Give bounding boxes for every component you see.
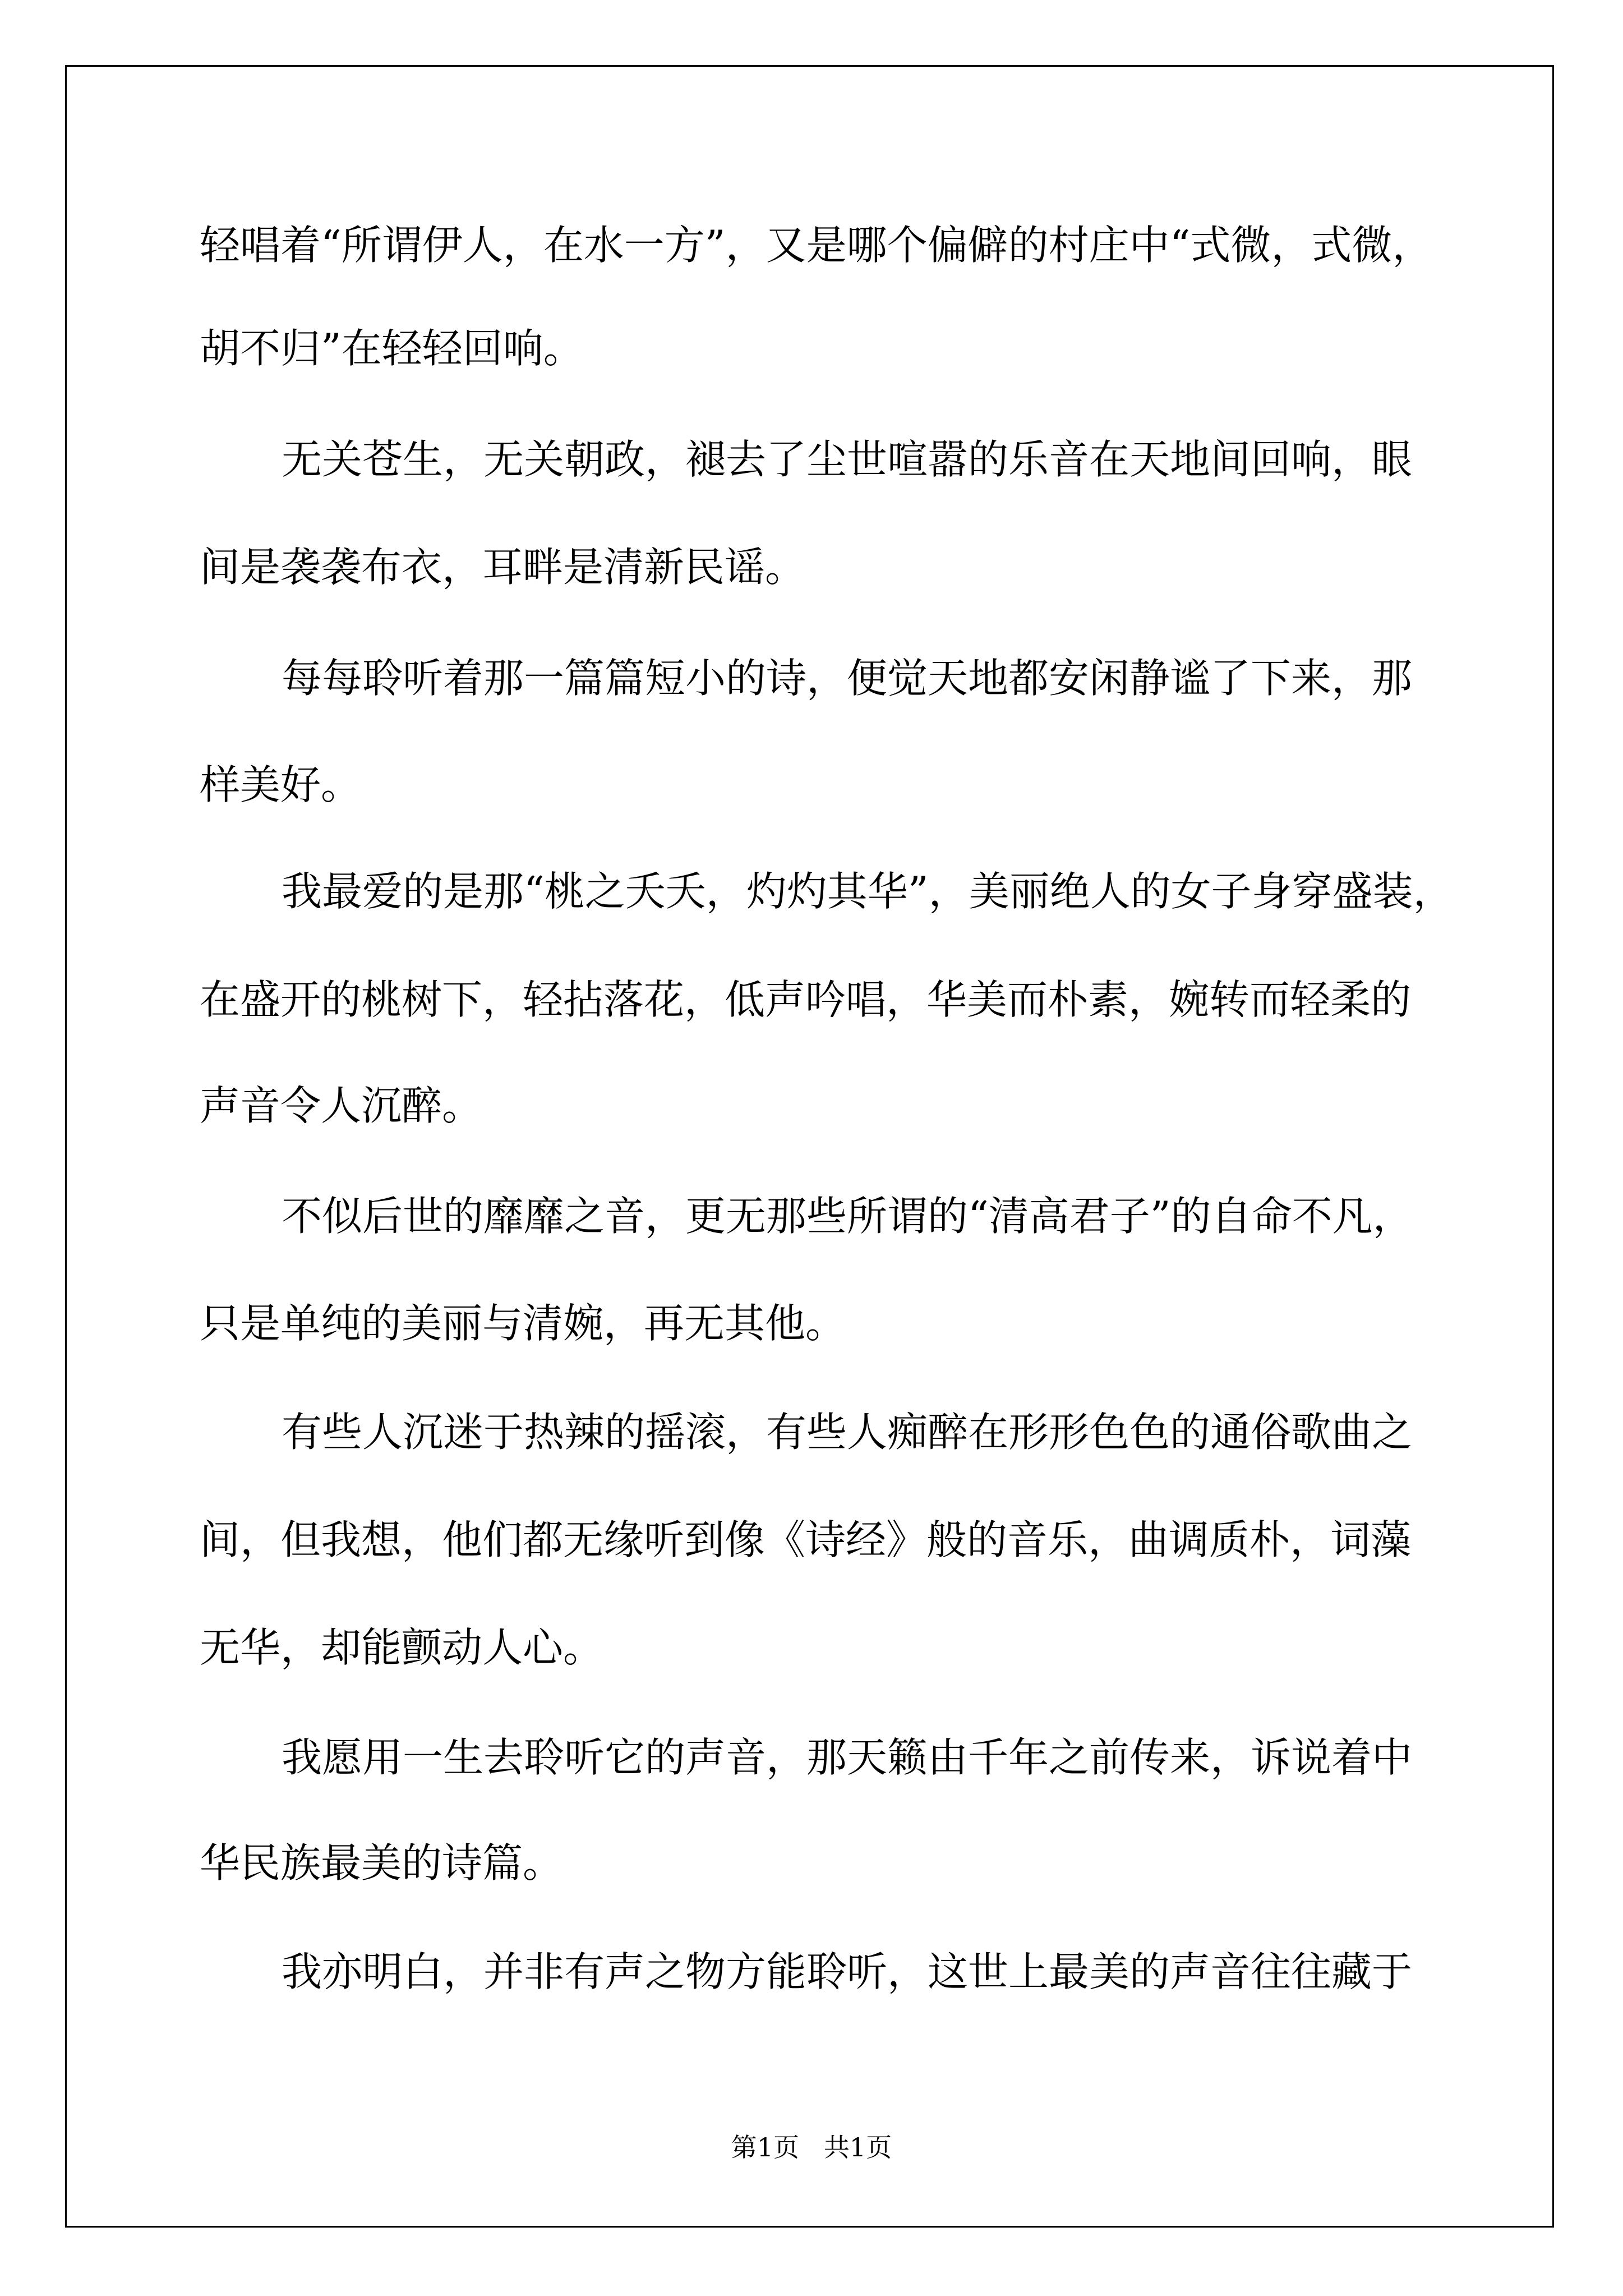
text-line: 只是单纯的美丽与清婉，再无其他。 bbox=[200, 1300, 846, 1347]
text-line: 每每聆听着那一篇篇短小的诗，便觉天地都安闲静谧了下来，那 bbox=[282, 655, 1413, 702]
text-line: 胡不归”在轻轻回响。 bbox=[200, 325, 584, 372]
text-line: 无华，却能颤动人心。 bbox=[200, 1624, 604, 1671]
text-line: 轻唱着“所谓伊人，在水一方”，又是哪个偏僻的村庄中“式微，式微， bbox=[200, 222, 1433, 269]
text-line: 声音令人沉醉。 bbox=[200, 1082, 483, 1129]
text-line: 无关苍生，无关朝政，褪去了尘世喧嚣的乐音在天地间回响，眼 bbox=[282, 436, 1413, 483]
page-border bbox=[65, 65, 1554, 2228]
text-line: 不似后世的靡靡之音，更无那些所谓的“清高君子”的自命不凡， bbox=[282, 1193, 1413, 1240]
text-line: 在盛开的桃树下，轻拈落花，低声吟唱，华美而朴素，婉转而轻柔的 bbox=[200, 976, 1412, 1023]
text-line: 有些人沉迷于热辣的摇滚，有些人痴醉在形形色色的通俗歌曲之 bbox=[282, 1409, 1413, 1456]
text-line: 样美好。 bbox=[200, 761, 362, 808]
text-line: 我亦明白，并非有声之物方能聆听，这世上最美的声音往往藏于 bbox=[282, 1948, 1413, 1995]
text-line: 间是袭袭布衣，耳畔是清新民谣。 bbox=[200, 544, 806, 591]
page-footer: 第1页 共1页 bbox=[731, 2132, 892, 2162]
text-line: 我最爱的是那“桃之夭夭，灼灼其华”，美丽绝人的女子身穿盛装， bbox=[282, 868, 1454, 915]
text-line: 间，但我想，他们都无缘听到像《诗经》般的音乐，曲调质朴，词藻 bbox=[200, 1516, 1412, 1563]
text-line: 我愿用一生去聆听它的声音，那天籁由千年之前传来，诉说着中 bbox=[282, 1734, 1413, 1781]
text-line: 华民族最美的诗篇。 bbox=[200, 1839, 564, 1887]
